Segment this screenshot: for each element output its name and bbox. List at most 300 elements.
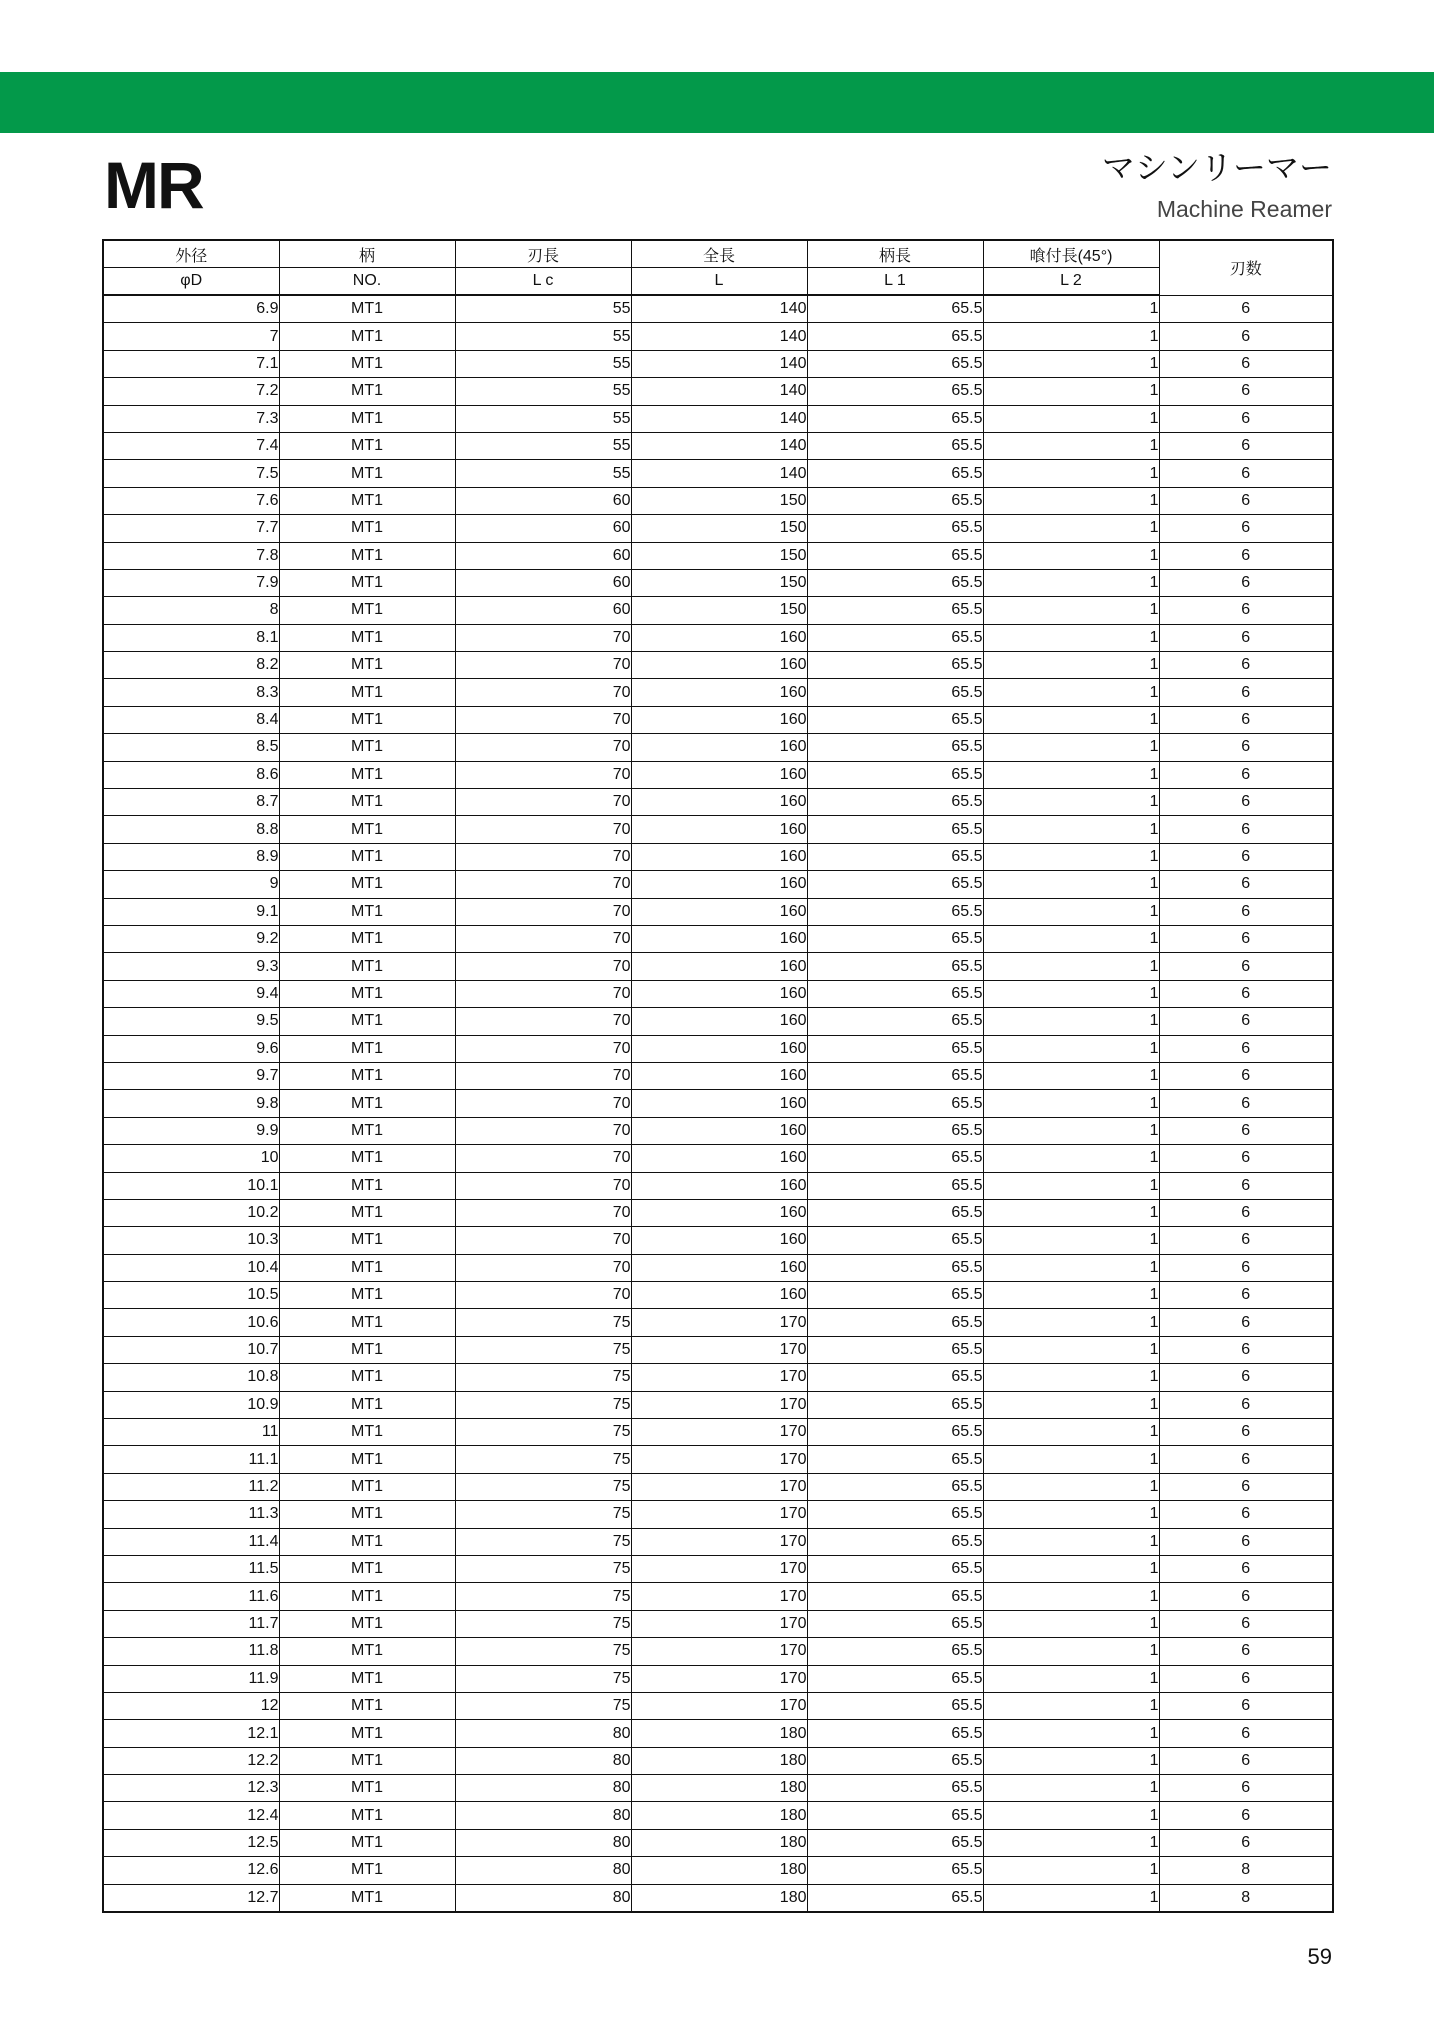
cell-shank-no: MT1	[279, 1555, 455, 1582]
cell-overall-length: 170	[631, 1446, 807, 1473]
cell-flute-count: 6	[1159, 1802, 1333, 1829]
table-row	[103, 652, 1333, 679]
cell-flute-count: 6	[1159, 980, 1333, 1007]
cell-shank-no: MT1	[279, 1884, 455, 1912]
cell-flute-length: 70	[455, 1008, 631, 1035]
cell-chamfer-length: 1	[983, 1638, 1159, 1665]
cell-shank-length: 65.5	[807, 1501, 983, 1528]
cell-chamfer-length: 1	[983, 679, 1159, 706]
cell-overall-length: 170	[631, 1336, 807, 1363]
table-row	[103, 1117, 1333, 1144]
cell-flute-length: 70	[455, 871, 631, 898]
cell-overall-length: 170	[631, 1583, 807, 1610]
cell-overall-length: 170	[631, 1555, 807, 1582]
cell-outer-diameter: 9.5	[103, 1008, 279, 1035]
cell-shank-length: 65.5	[807, 1145, 983, 1172]
cell-shank-no: MT1	[279, 1747, 455, 1774]
cell-flute-length: 70	[455, 843, 631, 870]
cell-shank-length: 65.5	[807, 295, 983, 323]
table-row	[103, 1145, 1333, 1172]
cell-overall-length: 160	[631, 679, 807, 706]
cell-outer-diameter: 6.9	[103, 295, 279, 323]
cell-flute-count: 6	[1159, 1528, 1333, 1555]
cell-flute-length: 80	[455, 1884, 631, 1912]
cell-overall-length: 180	[631, 1802, 807, 1829]
cell-flute-length: 55	[455, 405, 631, 432]
table-row	[103, 515, 1333, 542]
cell-flute-count: 6	[1159, 1555, 1333, 1582]
cell-chamfer-length: 1	[983, 1528, 1159, 1555]
cell-shank-no: MT1	[279, 1501, 455, 1528]
cell-shank-length: 65.5	[807, 652, 983, 679]
cell-shank-no: MT1	[279, 1117, 455, 1144]
cell-shank-length: 65.5	[807, 1419, 983, 1446]
cell-outer-diameter: 9.6	[103, 1035, 279, 1062]
cell-overall-length: 160	[631, 624, 807, 651]
cell-chamfer-length: 1	[983, 1446, 1159, 1473]
cell-shank-no: MT1	[279, 1336, 455, 1363]
cell-shank-length: 65.5	[807, 515, 983, 542]
cell-flute-length: 70	[455, 1199, 631, 1226]
cell-shank-length: 65.5	[807, 980, 983, 1007]
cell-outer-diameter: 12.5	[103, 1829, 279, 1856]
cell-chamfer-length: 1	[983, 1692, 1159, 1719]
cell-outer-diameter: 12	[103, 1692, 279, 1719]
cell-overall-length: 160	[631, 1282, 807, 1309]
cell-flute-count: 6	[1159, 1419, 1333, 1446]
cell-flute-count: 6	[1159, 295, 1333, 323]
cell-chamfer-length: 1	[983, 1747, 1159, 1774]
header-shank-length: 柄長	[807, 240, 983, 268]
cell-outer-diameter: 7.2	[103, 378, 279, 405]
cell-flute-length: 55	[455, 323, 631, 350]
cell-outer-diameter: 7.5	[103, 460, 279, 487]
cell-shank-no: MT1	[279, 624, 455, 651]
cell-shank-length: 65.5	[807, 1199, 983, 1226]
cell-chamfer-length: 1	[983, 1008, 1159, 1035]
cell-shank-length: 65.5	[807, 624, 983, 651]
cell-outer-diameter: 11.7	[103, 1610, 279, 1637]
cell-flute-count: 6	[1159, 405, 1333, 432]
cell-shank-no: MT1	[279, 1254, 455, 1281]
cell-outer-diameter: 10.3	[103, 1227, 279, 1254]
table-row	[103, 1747, 1333, 1774]
cell-flute-length: 70	[455, 980, 631, 1007]
cell-flute-count: 6	[1159, 871, 1333, 898]
cell-flute-length: 55	[455, 295, 631, 323]
cell-overall-length: 140	[631, 460, 807, 487]
cell-overall-length: 170	[631, 1665, 807, 1692]
cell-outer-diameter: 7.7	[103, 515, 279, 542]
cell-chamfer-length: 1	[983, 843, 1159, 870]
cell-outer-diameter: 10.1	[103, 1172, 279, 1199]
cell-flute-count: 6	[1159, 1008, 1333, 1035]
cell-shank-no: MT1	[279, 1720, 455, 1747]
cell-shank-no: MT1	[279, 1062, 455, 1089]
cell-overall-length: 180	[631, 1857, 807, 1884]
cell-shank-length: 65.5	[807, 1555, 983, 1582]
cell-overall-length: 160	[631, 871, 807, 898]
table-row	[103, 1802, 1333, 1829]
cell-chamfer-length: 1	[983, 1254, 1159, 1281]
cell-flute-length: 75	[455, 1610, 631, 1637]
table-row	[103, 871, 1333, 898]
cell-outer-diameter: 11.6	[103, 1583, 279, 1610]
cell-flute-count: 6	[1159, 1145, 1333, 1172]
cell-chamfer-length: 1	[983, 624, 1159, 651]
table-row	[103, 569, 1333, 596]
cell-shank-no: MT1	[279, 1857, 455, 1884]
table-row	[103, 1172, 1333, 1199]
cell-flute-count: 6	[1159, 789, 1333, 816]
cell-shank-length: 65.5	[807, 542, 983, 569]
table-row	[103, 953, 1333, 980]
cell-overall-length: 160	[631, 1227, 807, 1254]
cell-flute-length: 70	[455, 624, 631, 651]
table-row	[103, 1254, 1333, 1281]
table-row	[103, 1282, 1333, 1309]
cell-chamfer-length: 1	[983, 789, 1159, 816]
cell-chamfer-length: 1	[983, 597, 1159, 624]
cell-flute-length: 80	[455, 1720, 631, 1747]
table-row	[103, 1008, 1333, 1035]
table-row	[103, 1035, 1333, 1062]
cell-flute-count: 6	[1159, 1720, 1333, 1747]
cell-flute-count: 6	[1159, 1254, 1333, 1281]
cell-outer-diameter: 8.3	[103, 679, 279, 706]
header-outer-diameter: 外径	[103, 240, 279, 268]
cell-chamfer-length: 1	[983, 1829, 1159, 1856]
cell-outer-diameter: 11.8	[103, 1638, 279, 1665]
cell-flute-length: 70	[455, 898, 631, 925]
cell-overall-length: 170	[631, 1419, 807, 1446]
header-symbol-no: NO.	[279, 268, 455, 296]
cell-overall-length: 170	[631, 1638, 807, 1665]
cell-shank-length: 65.5	[807, 1172, 983, 1199]
cell-flute-length: 70	[455, 1172, 631, 1199]
cell-outer-diameter: 10	[103, 1145, 279, 1172]
cell-flute-count: 6	[1159, 925, 1333, 952]
cell-shank-no: MT1	[279, 1419, 455, 1446]
cell-chamfer-length: 1	[983, 706, 1159, 733]
cell-shank-no: MT1	[279, 460, 455, 487]
cell-outer-diameter: 9.2	[103, 925, 279, 952]
cell-outer-diameter: 11.1	[103, 1446, 279, 1473]
product-title-english: Machine Reamer	[1156, 196, 1332, 222]
cell-shank-length: 65.5	[807, 1665, 983, 1692]
cell-chamfer-length: 1	[983, 542, 1159, 569]
cell-flute-count: 6	[1159, 1227, 1333, 1254]
cell-shank-no: MT1	[279, 1829, 455, 1856]
cell-chamfer-length: 1	[983, 953, 1159, 980]
cell-outer-diameter: 12.1	[103, 1720, 279, 1747]
cell-flute-length: 70	[455, 1145, 631, 1172]
cell-shank-length: 65.5	[807, 597, 983, 624]
cell-shank-no: MT1	[279, 1528, 455, 1555]
table-row	[103, 487, 1333, 514]
cell-overall-length: 150	[631, 597, 807, 624]
cell-shank-length: 65.5	[807, 1117, 983, 1144]
spec-table-header	[103, 240, 1333, 295]
cell-flute-length: 75	[455, 1473, 631, 1500]
cell-chamfer-length: 1	[983, 1775, 1159, 1802]
cell-overall-length: 140	[631, 323, 807, 350]
cell-shank-no: MT1	[279, 542, 455, 569]
cell-flute-count: 6	[1159, 1692, 1333, 1719]
cell-flute-count: 6	[1159, 597, 1333, 624]
cell-flute-length: 60	[455, 569, 631, 596]
table-row	[103, 1501, 1333, 1528]
cell-shank-no: MT1	[279, 1090, 455, 1117]
page-number: 59	[1307, 1944, 1332, 1969]
cell-chamfer-length: 1	[983, 460, 1159, 487]
cell-outer-diameter: 9.7	[103, 1062, 279, 1089]
cell-shank-no: MT1	[279, 1446, 455, 1473]
cell-flute-count: 6	[1159, 843, 1333, 870]
cell-flute-count: 6	[1159, 323, 1333, 350]
table-row	[103, 460, 1333, 487]
cell-flute-length: 70	[455, 1090, 631, 1117]
cell-flute-length: 75	[455, 1391, 631, 1418]
cell-chamfer-length: 1	[983, 1035, 1159, 1062]
cell-flute-length: 70	[455, 1282, 631, 1309]
cell-chamfer-length: 1	[983, 1309, 1159, 1336]
cell-shank-no: MT1	[279, 843, 455, 870]
cell-overall-length: 140	[631, 378, 807, 405]
cell-overall-length: 160	[631, 734, 807, 761]
cell-outer-diameter: 11.9	[103, 1665, 279, 1692]
cell-outer-diameter: 8.7	[103, 789, 279, 816]
cell-flute-count: 6	[1159, 953, 1333, 980]
cell-overall-length: 170	[631, 1610, 807, 1637]
cell-chamfer-length: 1	[983, 405, 1159, 432]
cell-flute-count: 6	[1159, 569, 1333, 596]
cell-shank-length: 65.5	[807, 925, 983, 952]
cell-shank-length: 65.5	[807, 898, 983, 925]
cell-overall-length: 140	[631, 432, 807, 459]
cell-shank-no: MT1	[279, 1227, 455, 1254]
cell-overall-length: 180	[631, 1720, 807, 1747]
cell-flute-count: 8	[1159, 1857, 1333, 1884]
cell-outer-diameter: 11.5	[103, 1555, 279, 1582]
table-row	[103, 1391, 1333, 1418]
cell-flute-length: 70	[455, 679, 631, 706]
cell-shank-no: MT1	[279, 378, 455, 405]
cell-shank-length: 65.5	[807, 1254, 983, 1281]
cell-shank-no: MT1	[279, 980, 455, 1007]
table-row	[103, 432, 1333, 459]
cell-flute-count: 8	[1159, 1884, 1333, 1912]
table-row	[103, 898, 1333, 925]
cell-overall-length: 160	[631, 1035, 807, 1062]
cell-flute-length: 60	[455, 487, 631, 514]
cell-flute-count: 6	[1159, 1501, 1333, 1528]
cell-overall-length: 160	[631, 898, 807, 925]
table-row	[103, 1090, 1333, 1117]
cell-chamfer-length: 1	[983, 734, 1159, 761]
cell-overall-length: 170	[631, 1364, 807, 1391]
cell-chamfer-length: 1	[983, 1419, 1159, 1446]
table-row	[103, 350, 1333, 377]
cell-flute-length: 70	[455, 761, 631, 788]
cell-outer-diameter: 7.9	[103, 569, 279, 596]
cell-shank-length: 65.5	[807, 350, 983, 377]
table-row	[103, 1199, 1333, 1226]
cell-shank-length: 65.5	[807, 953, 983, 980]
cell-shank-length: 65.5	[807, 843, 983, 870]
cell-flute-length: 75	[455, 1501, 631, 1528]
cell-shank-length: 65.5	[807, 1035, 983, 1062]
cell-flute-count: 6	[1159, 734, 1333, 761]
cell-shank-no: MT1	[279, 1008, 455, 1035]
cell-shank-no: MT1	[279, 925, 455, 952]
cell-overall-length: 160	[631, 1172, 807, 1199]
cell-flute-count: 6	[1159, 378, 1333, 405]
cell-shank-length: 65.5	[807, 816, 983, 843]
cell-flute-count: 6	[1159, 1665, 1333, 1692]
table-row	[103, 761, 1333, 788]
table-row	[103, 323, 1333, 350]
cell-outer-diameter: 12.6	[103, 1857, 279, 1884]
cell-chamfer-length: 1	[983, 1720, 1159, 1747]
cell-flute-count: 6	[1159, 515, 1333, 542]
cell-flute-length: 75	[455, 1309, 631, 1336]
cell-flute-length: 55	[455, 350, 631, 377]
cell-overall-length: 180	[631, 1775, 807, 1802]
cell-chamfer-length: 1	[983, 1117, 1159, 1144]
cell-overall-length: 160	[631, 1199, 807, 1226]
cell-flute-length: 75	[455, 1692, 631, 1719]
table-row	[103, 1638, 1333, 1665]
cell-chamfer-length: 1	[983, 1501, 1159, 1528]
cell-shank-length: 65.5	[807, 1008, 983, 1035]
header-chamfer-length: 喰付長(45°)	[983, 240, 1159, 268]
table-row	[103, 1364, 1333, 1391]
cell-chamfer-length: 1	[983, 761, 1159, 788]
table-row	[103, 679, 1333, 706]
cell-flute-length: 75	[455, 1364, 631, 1391]
cell-shank-no: MT1	[279, 1610, 455, 1637]
cell-chamfer-length: 1	[983, 378, 1159, 405]
cell-overall-length: 160	[631, 789, 807, 816]
cell-flute-count: 6	[1159, 1336, 1333, 1363]
cell-flute-count: 6	[1159, 1062, 1333, 1089]
cell-overall-length: 150	[631, 542, 807, 569]
cell-flute-length: 75	[455, 1583, 631, 1610]
cell-overall-length: 140	[631, 295, 807, 323]
cell-flute-length: 70	[455, 1227, 631, 1254]
cell-shank-no: MT1	[279, 652, 455, 679]
cell-shank-length: 65.5	[807, 1829, 983, 1856]
cell-overall-length: 170	[631, 1528, 807, 1555]
cell-outer-diameter: 9.4	[103, 980, 279, 1007]
cell-outer-diameter: 11	[103, 1419, 279, 1446]
cell-shank-length: 65.5	[807, 1364, 983, 1391]
cell-shank-length: 65.5	[807, 1528, 983, 1555]
cell-flute-count: 6	[1159, 350, 1333, 377]
cell-shank-no: MT1	[279, 597, 455, 624]
cell-shank-length: 65.5	[807, 1090, 983, 1117]
cell-overall-length: 170	[631, 1473, 807, 1500]
cell-overall-length: 150	[631, 515, 807, 542]
cell-shank-no: MT1	[279, 515, 455, 542]
cell-chamfer-length: 1	[983, 925, 1159, 952]
cell-outer-diameter: 7	[103, 323, 279, 350]
cell-chamfer-length: 1	[983, 515, 1159, 542]
cell-outer-diameter: 12.3	[103, 1775, 279, 1802]
table-row	[103, 1692, 1333, 1719]
cell-shank-length: 65.5	[807, 1692, 983, 1719]
cell-outer-diameter: 11.2	[103, 1473, 279, 1500]
cell-shank-length: 65.5	[807, 1638, 983, 1665]
cell-flute-length: 70	[455, 1254, 631, 1281]
cell-shank-length: 65.5	[807, 1720, 983, 1747]
cell-outer-diameter: 7.6	[103, 487, 279, 514]
cell-shank-length: 65.5	[807, 1309, 983, 1336]
cell-overall-length: 170	[631, 1692, 807, 1719]
table-row	[103, 1473, 1333, 1500]
cell-shank-no: MT1	[279, 816, 455, 843]
cell-flute-count: 6	[1159, 432, 1333, 459]
header-symbol-l2: L 2	[983, 268, 1159, 296]
cell-chamfer-length: 1	[983, 898, 1159, 925]
cell-shank-no: MT1	[279, 1309, 455, 1336]
cell-outer-diameter: 10.5	[103, 1282, 279, 1309]
cell-overall-length: 160	[631, 652, 807, 679]
cell-shank-length: 65.5	[807, 569, 983, 596]
cell-shank-length: 65.5	[807, 432, 983, 459]
cell-overall-length: 160	[631, 761, 807, 788]
cell-shank-no: MT1	[279, 734, 455, 761]
cell-outer-diameter: 10.8	[103, 1364, 279, 1391]
table-row	[103, 378, 1333, 405]
cell-shank-length: 65.5	[807, 405, 983, 432]
cell-outer-diameter: 10.6	[103, 1309, 279, 1336]
cell-outer-diameter: 8	[103, 597, 279, 624]
cell-shank-no: MT1	[279, 679, 455, 706]
cell-outer-diameter: 12.4	[103, 1802, 279, 1829]
cell-flute-length: 75	[455, 1555, 631, 1582]
spec-table-body	[103, 295, 1333, 1912]
cell-overall-length: 160	[631, 953, 807, 980]
cell-flute-count: 6	[1159, 624, 1333, 651]
cell-chamfer-length: 1	[983, 652, 1159, 679]
cell-flute-count: 6	[1159, 761, 1333, 788]
cell-outer-diameter: 9.3	[103, 953, 279, 980]
cell-outer-diameter: 12.2	[103, 1747, 279, 1774]
cell-flute-length: 80	[455, 1802, 631, 1829]
cell-outer-diameter: 8.4	[103, 706, 279, 733]
header-symbol-d: φD	[103, 268, 279, 296]
cell-shank-no: MT1	[279, 1473, 455, 1500]
cell-overall-length: 160	[631, 1117, 807, 1144]
cell-outer-diameter: 10.9	[103, 1391, 279, 1418]
spec-table	[102, 239, 1334, 1913]
cell-outer-diameter: 12.7	[103, 1884, 279, 1912]
cell-outer-diameter: 10.7	[103, 1336, 279, 1363]
cell-chamfer-length: 1	[983, 1583, 1159, 1610]
cell-overall-length: 160	[631, 1090, 807, 1117]
cell-outer-diameter: 7.8	[103, 542, 279, 569]
table-row	[103, 1446, 1333, 1473]
cell-shank-no: MT1	[279, 1802, 455, 1829]
cell-flute-length: 60	[455, 597, 631, 624]
cell-outer-diameter: 11.4	[103, 1528, 279, 1555]
cell-chamfer-length: 1	[983, 1336, 1159, 1363]
cell-overall-length: 180	[631, 1829, 807, 1856]
cell-shank-length: 65.5	[807, 1227, 983, 1254]
cell-flute-count: 6	[1159, 1172, 1333, 1199]
